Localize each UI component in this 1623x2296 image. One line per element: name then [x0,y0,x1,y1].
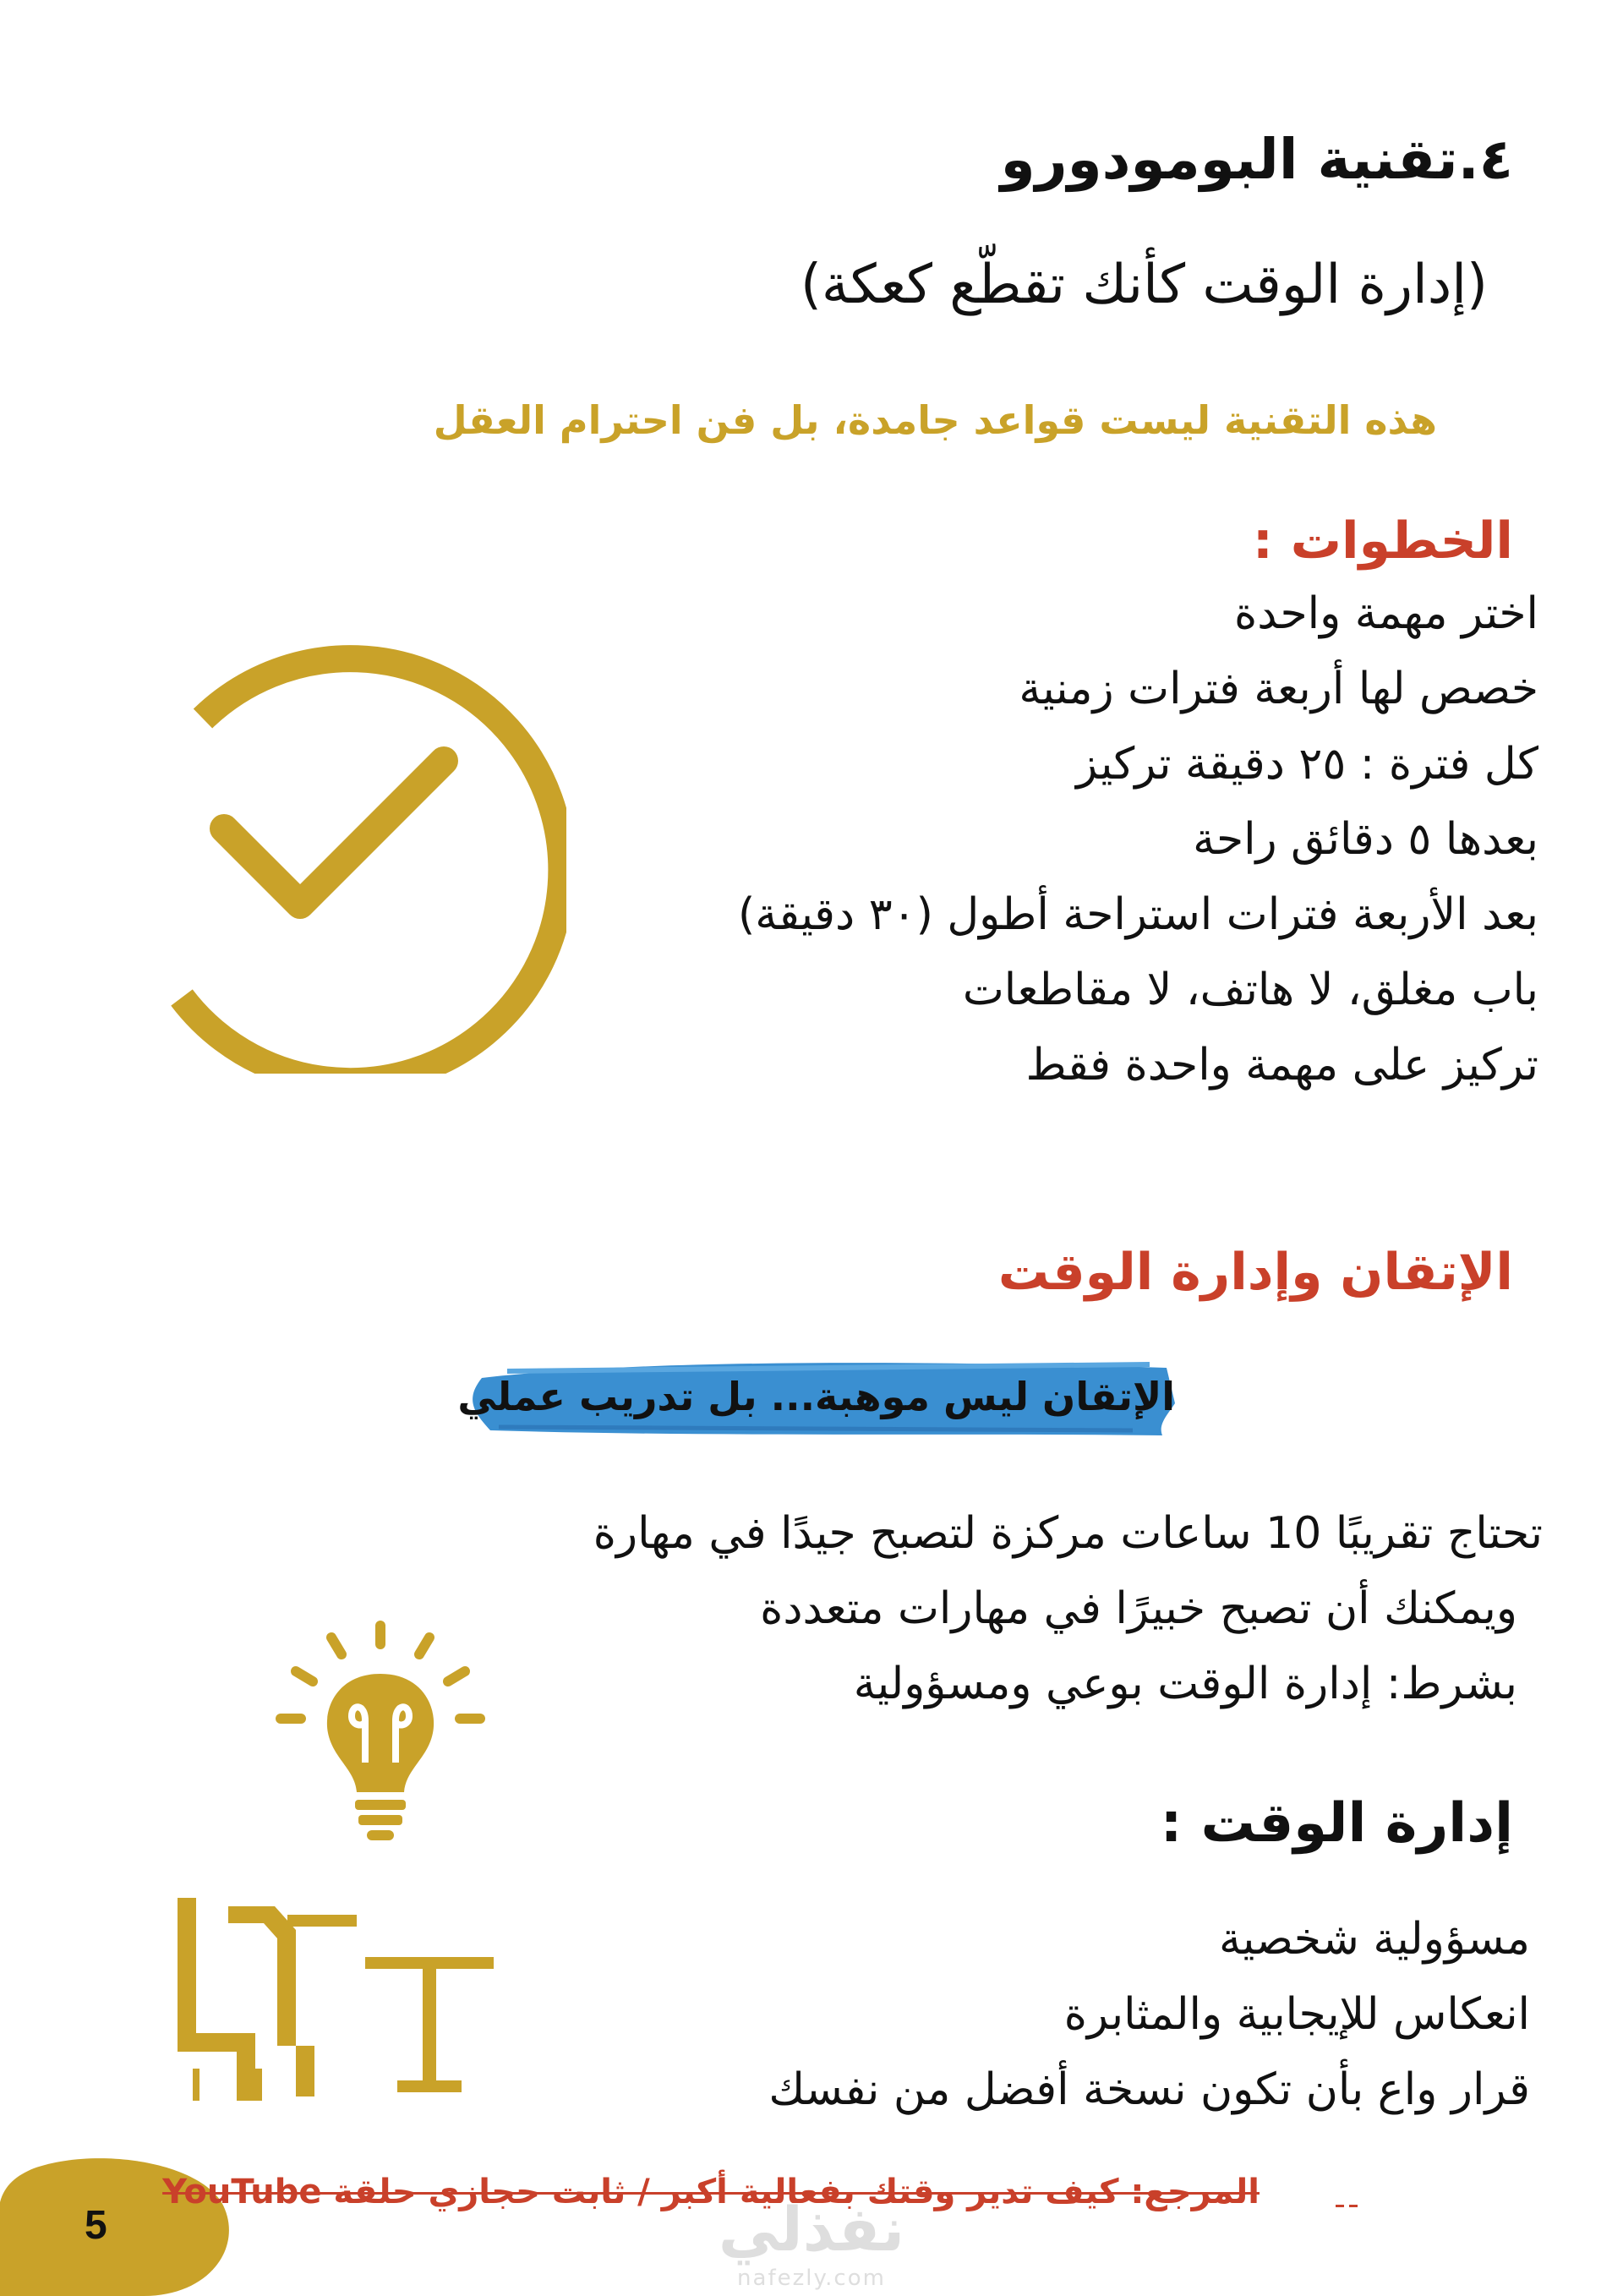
mastery-lines [593,1496,1543,1722]
mastery-highlight: الإتقان ليس موهبة... بل تدريب عملي [457,1374,1175,1419]
step-item: تركيز على مهمة واحدة فقط [1025,1040,1538,1091]
mastery-title: الإتقان وإدارة الوقت [997,1243,1513,1302]
step-item: خصص لها أربعة فترات زمنية [1019,664,1538,714]
step-item: باب مغلق، لا هاتف، لا مقاطعات [962,965,1538,1015]
time-management-title: إدارة الوقت : [1160,1792,1513,1855]
reference-link[interactable]: المرجع: كيف تدير وقتك بفعالية أكبر / ثابت حجازي حلقة YouTube [162,2173,1260,2211]
lightbulb-icon [270,1619,490,1856]
reference-dashes [1336,2195,1369,2198]
step-item: بعد الأربعة فترات استراحة أطول (٣٠ دقيقة) [737,889,1538,940]
mastery-line: تحتاج تقريبًا 10 ساعات مركزة لتصبح جيدًا في مهارة [593,1508,1543,1559]
step-item: بعدها ٥ دقائق راحة [1193,814,1538,865]
page-number: 5 [85,2203,107,2248]
step-item: كل فترة : ٢٥ دقيقة تركيز [1076,739,1538,790]
tm-line: قرار واع بأن تكون نسخة أفضل من نفسك [768,2064,1530,2115]
pomodoro-subtitle: (إدارة الوقت كأنك تقطّع كعكة) [800,254,1488,316]
mastery-line: بشرط: إدارة الوقت بوعي ومسؤولية [853,1659,1517,1709]
tm-line: مسؤولية شخصية [1219,1914,1530,1965]
watermark-logo: نفذلي [718,2194,905,2265]
time-management-lines [768,1902,1530,2128]
tm-line: انعكاس للإيجابية والمثابرة [1063,1989,1530,2040]
pomodoro-tagline: هذه التقنية ليست قواعد جامدة، بل فن احترام العقل [433,397,1437,443]
watermark-url: nafezly.com [737,2266,886,2291]
step-item: اختر مهمة واحدة [1233,588,1538,639]
steps-list [738,577,1538,1103]
desk-chair-icon [169,1889,507,2101]
mastery-line: ويمكنك أن تصبح خبيرًا في مهارات متعددة [760,1583,1517,1634]
steps-title: الخطوات : [1252,511,1513,571]
check-circle-icon [110,617,566,1074]
pomodoro-title: ٤.تقنية البومودورو [1000,127,1513,192]
